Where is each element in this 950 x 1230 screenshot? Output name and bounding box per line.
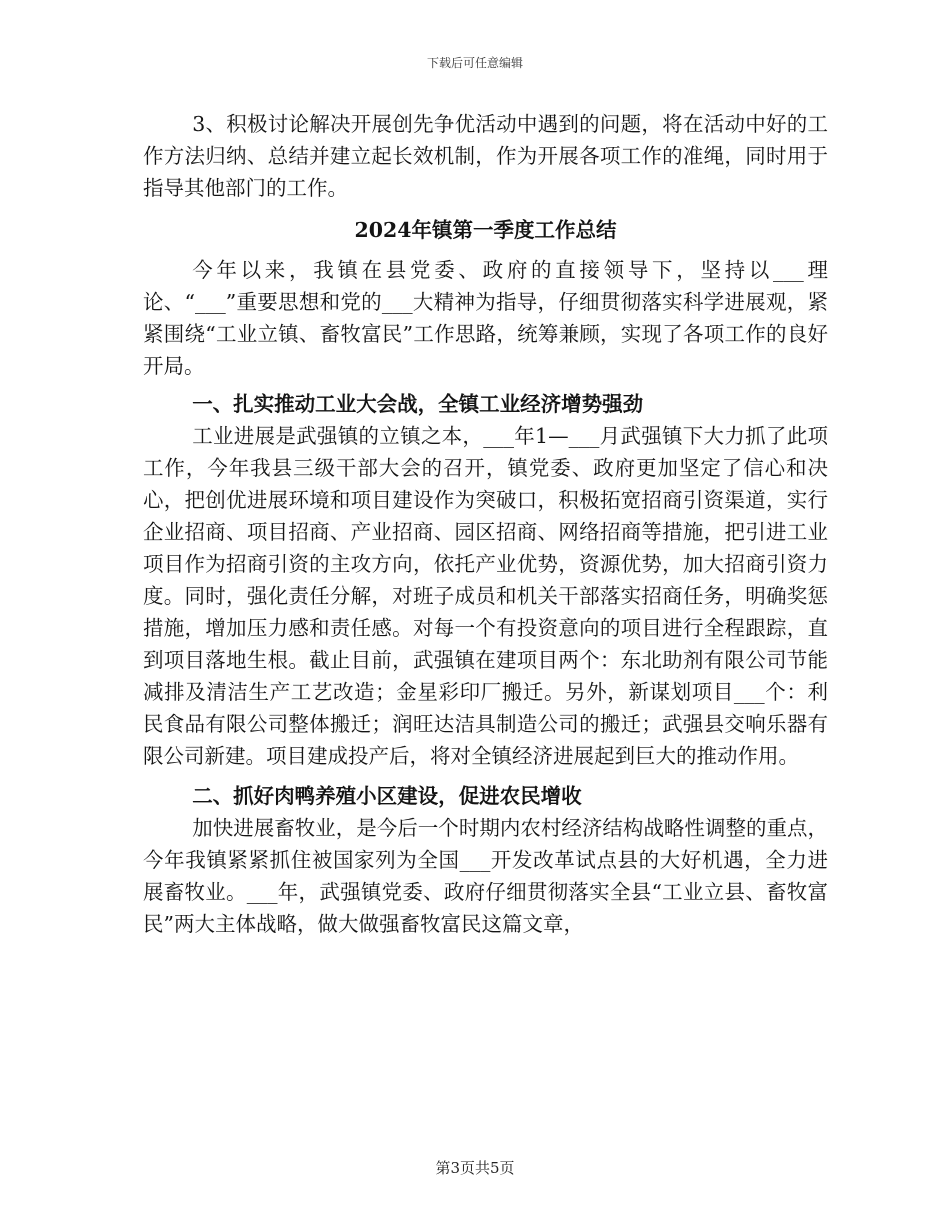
- page-footer: 第3页共5页: [435, 1159, 515, 1177]
- document-body: [143, 108, 828, 940]
- paragraph-livestock: 加快进展畜牧业，是今后一个时期内农村经济结构战略性调整的重点，今年我镇紧紧抓住被国家列为全国___开发改革试点县的大好机遇，全力进展畜牧业。___年，武强镇党委、政府仔细贯彻落实全县“工业立县、畜牧富民”两大主体战略，做大做强畜牧富民这篇文章，: [143, 816, 828, 936]
- paragraph-industry: 工业进展是武强镇的立镇之本，___年1—___月武强镇下大力抓了此项工作，今年我县三级干部大会的召开，镇党委、政府更加坚定了信心和决心，把创优进展环境和项目建设作为突破口，积极拓宽招商引资渠道，实行企业招商、项目招商、产业招商、园区招商、网络招商等措施，把引进工业项目作为招商引资的主攻方向，依托产业优势，资源优势，加大招商引资力度。同时，强化责任分解，对班子成员和机关干部落实招商任务，明确奖惩措施，增加压力感和责任感。对每一个有投资意向的项目进行全程跟踪，直到项目落地生根。截止目前，武强镇在建项目两个：东北助剂有限公司节能减排及清洁生产工艺改造；金星彩印厂搬迁。另外，新谋划项目___个：利民食品有限公司整体搬迁；润旺达洁具制造公司的搬迁；武强县交响乐器有限公司新建。项目建成投产后，将对全镇经济进展起到巨大的推动作用。: [143, 424, 828, 768]
- intro-item: 3、积极讨论解决开展创先争优活动中遇到的问题，将在活动中好的工作方法归纳、总结并建立起长效机制，作为开展各项工作的准绳，同时用于指导其他部门的工作。: [143, 112, 828, 200]
- document-title: 2024年镇第一季度工作总结: [354, 218, 617, 242]
- page-header: 下载后可任意编辑: [426, 56, 523, 70]
- paragraph-intro: 今年以来，我镇在县党委、政府的直接领导下，坚持以___理论、“___”重要思想和党的___大精神为指导，仔细贯彻落实科学进展观，紧紧围绕“工业立镇、畜牧富民”工作思路，统筹兼顾，实现了各项工作的良好开局。: [143, 258, 828, 378]
- section-heading-1: 一、扎实推动工业大会战，全镇工业经济增势强劲: [192, 392, 644, 416]
- section-heading-2: 二、抓好肉鸭养殖小区建设，促进农民增收: [192, 784, 582, 808]
